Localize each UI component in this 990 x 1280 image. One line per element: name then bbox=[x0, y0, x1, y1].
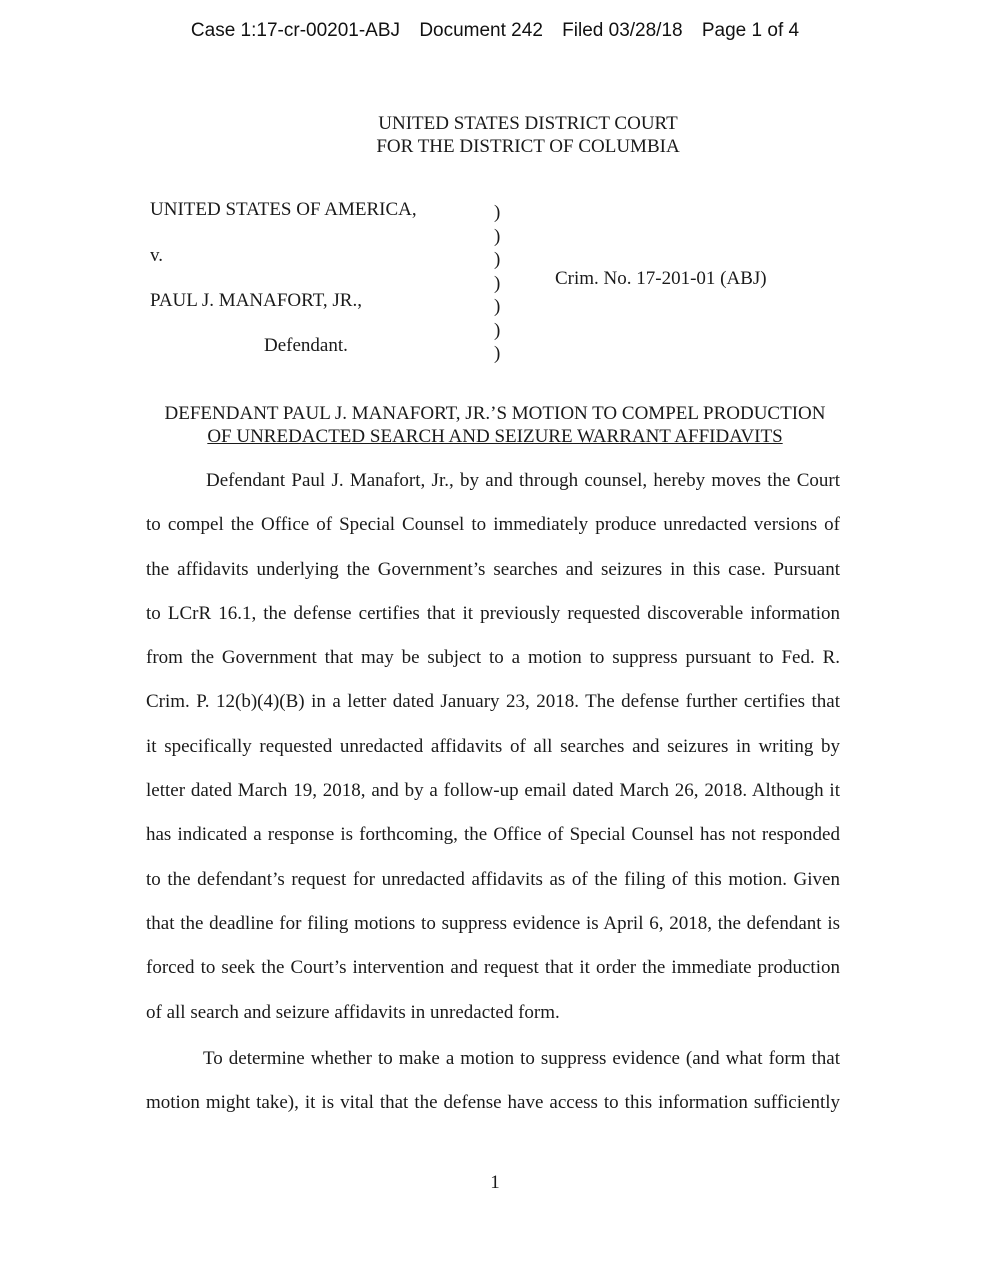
page-indicator: Page 1 of 4 bbox=[701, 20, 800, 41]
defendant-label: Defendant. bbox=[264, 335, 348, 356]
plaintiff-name: UNITED STATES OF AMERICA, bbox=[150, 199, 417, 220]
filed-date: Filed 03/28/18 bbox=[562, 20, 683, 41]
body-line: to compel the Office of Special Counsel to immediately produce unredacted versions of bbox=[146, 514, 840, 536]
court-line-2: FOR THE DISTRICT OF COLUMBIA bbox=[376, 136, 680, 157]
body-line: to LCrR 16.1, the defense certifies that it previously requested discoverable information bbox=[146, 602, 840, 624]
body-line: motion might take), it is vital that the defense have access to this information sufficiently bbox=[146, 1092, 840, 1114]
paren: ) bbox=[494, 202, 501, 223]
paren: ) bbox=[494, 225, 501, 247]
paren: ) bbox=[494, 296, 501, 317]
court-name bbox=[0, 112, 990, 158]
paragraph-2 bbox=[146, 1048, 840, 1137]
body-line: it specifically requested unredacted affidavits of all searches and seizures in writing by bbox=[146, 735, 840, 757]
case-number-header: Case 1:17-cr-00201-ABJ bbox=[190, 20, 401, 41]
paren: ) bbox=[494, 343, 501, 364]
caption-parentheses bbox=[494, 201, 500, 366]
body-line: letter dated March 19, 2018, and by a follow-up email dated March 26, 2018. Although it bbox=[146, 780, 840, 802]
body-line: Crim. P. 12(b)(4)(B) in a letter dated January 23, 2018. The defense further certifies that bbox=[146, 691, 840, 713]
paren: ) bbox=[494, 272, 501, 294]
body-line: forced to seek the Court’s intervention and request that it order the immediate production bbox=[146, 957, 840, 979]
defendant-name: PAUL J. MANAFORT, JR., bbox=[150, 290, 362, 311]
filing-header bbox=[0, 20, 990, 42]
document-number: Document 242 bbox=[419, 20, 543, 41]
body-line: that the deadline for filing motions to suppress evidence is April 6, 2018, the defendant is bbox=[146, 912, 840, 934]
paren: ) bbox=[494, 249, 501, 270]
body-line: Defendant Paul J. Manafort, Jr., by and through counsel, hereby moves the Court bbox=[206, 470, 840, 491]
body-line: from the Government that may be subject to a motion to suppress pursuant to Fed. R. bbox=[146, 647, 840, 669]
motion-title bbox=[0, 402, 990, 448]
body-line: the affidavits underlying the Government’s searches and seizures in this case. Pursuant bbox=[146, 558, 840, 580]
page-number: 1 bbox=[490, 1172, 500, 1193]
court-line-1: UNITED STATES DISTRICT COURT bbox=[378, 113, 678, 134]
body-line: of all search and seizure affidavits in unredacted form. bbox=[146, 1001, 560, 1023]
body-line: to the defendant’s request for unredacted affidavits as of the filing of this motion. Given bbox=[146, 868, 840, 890]
paren: ) bbox=[494, 319, 501, 341]
body-line: To determine whether to make a motion to suppress evidence (and what form that bbox=[203, 1048, 840, 1069]
title-line-2: OF UNREDACTED SEARCH AND SEIZURE WARRANT AFFIDAVITS bbox=[207, 426, 783, 447]
title-line-1: DEFENDANT PAUL J. MANAFORT, JR.’S MOTION TO COMPEL PRODUCTION bbox=[164, 403, 826, 424]
versus-label: v. bbox=[150, 245, 164, 266]
body-line: has indicated a response is forthcoming, the Office of Special Counsel has not responded bbox=[146, 824, 840, 846]
paragraph-1 bbox=[146, 470, 840, 1046]
criminal-case-number: Crim. No. 17-201-01 (ABJ) bbox=[555, 268, 767, 289]
